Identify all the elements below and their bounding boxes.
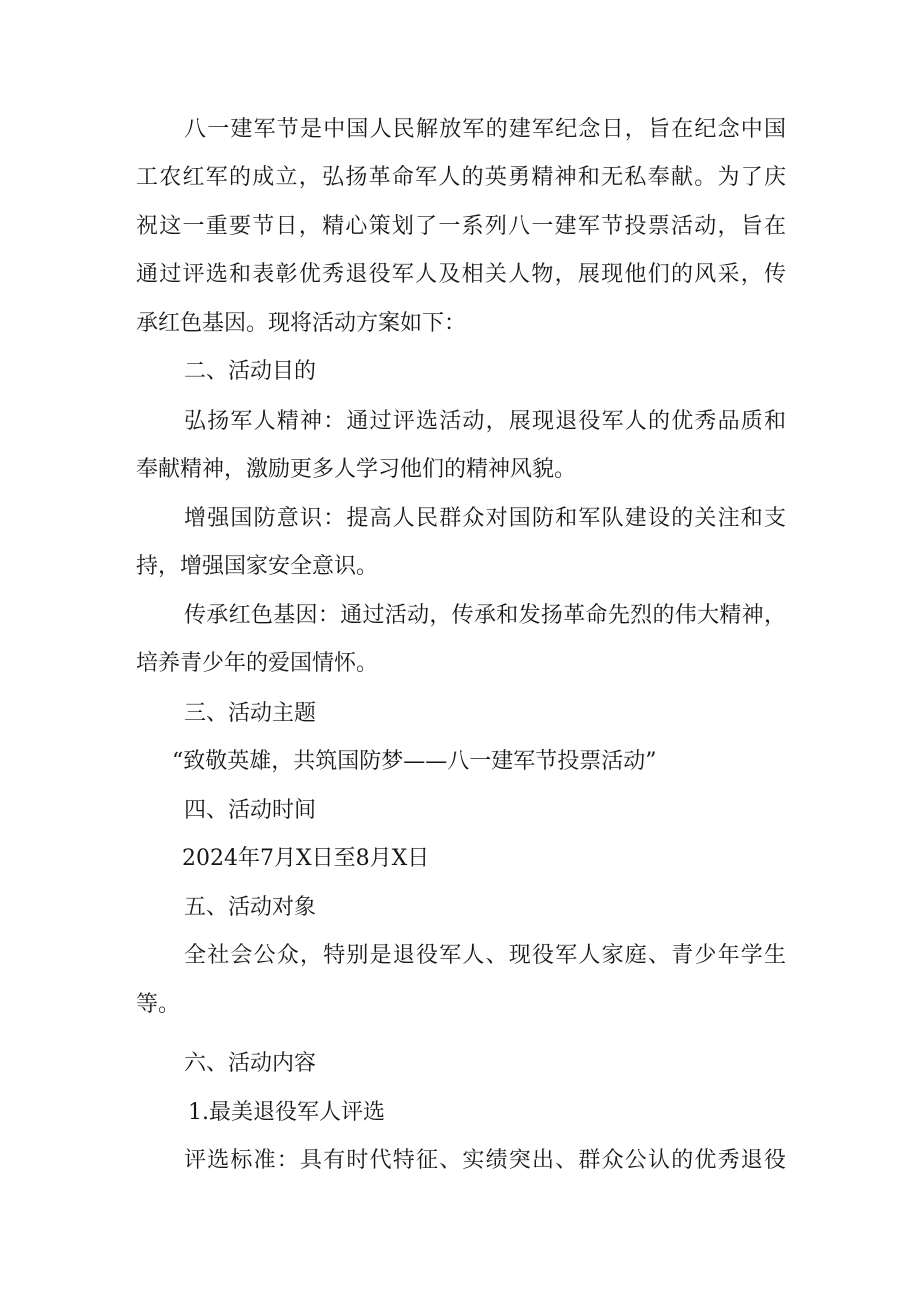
intro-line-4: 通过评选和表彰优秀退役军人及相关人物，展现他们的风采，传 bbox=[136, 262, 786, 287]
activity-time: 2024年7月X日至8月X日 bbox=[182, 846, 430, 871]
section-heading-content: 六、活动内容 bbox=[184, 1051, 317, 1076]
section-heading-objectives: 二、活动目的 bbox=[184, 359, 317, 384]
activity-theme: “致敬英雄，共筑国防梦——八一建军节投票活动” bbox=[172, 749, 657, 774]
objective-2-line-1: 增强国防意识：提高人民群众对国防和军队建设的关注和支 bbox=[184, 506, 786, 531]
objective-3-line-2: 培养青少年的爱国情怀。 bbox=[136, 651, 379, 676]
intro-line-3: 祝这一重要节日，精心策划了一系列八一建军节投票活动，旨在 bbox=[136, 214, 786, 239]
objective-1-line-1: 弘扬军人精神：通过评选活动，展现退役军人的优秀品质和 bbox=[184, 409, 786, 434]
criteria-line-1: 评选标准：具有时代特征、实绩突出、群众公认的优秀退役 bbox=[184, 1148, 786, 1173]
intro-line-2: 工农红军的成立，弘扬革命军人的英勇精神和无私奉献。为了庆 bbox=[136, 165, 786, 190]
section-heading-theme: 三、活动主题 bbox=[184, 701, 317, 726]
intro-line-1: 八一建军节是中国人民解放军的建军纪念日，旨在纪念中国 bbox=[184, 117, 786, 142]
intro-line-5: 承红色基因。现将活动方案如下： bbox=[136, 311, 467, 336]
target-line-2: 等。 bbox=[136, 992, 181, 1017]
objective-2-line-2: 持，增强国家安全意识。 bbox=[136, 554, 379, 579]
content-subheading-1: 1.最美退役军人评选 bbox=[188, 1100, 385, 1125]
section-heading-time: 四、活动时间 bbox=[184, 798, 317, 823]
objective-1-line-2: 奉献精神，激励更多人学习他们的精神风貌。 bbox=[136, 457, 577, 482]
section-heading-target: 五、活动对象 bbox=[184, 895, 317, 920]
target-line-1: 全社会公众，特别是退役军人、现役军人家庭、青少年学生 bbox=[184, 943, 786, 968]
objective-3-line-1: 传承红色基因：通过活动，传承和发扬革命先烈的伟大精神， bbox=[184, 603, 786, 628]
